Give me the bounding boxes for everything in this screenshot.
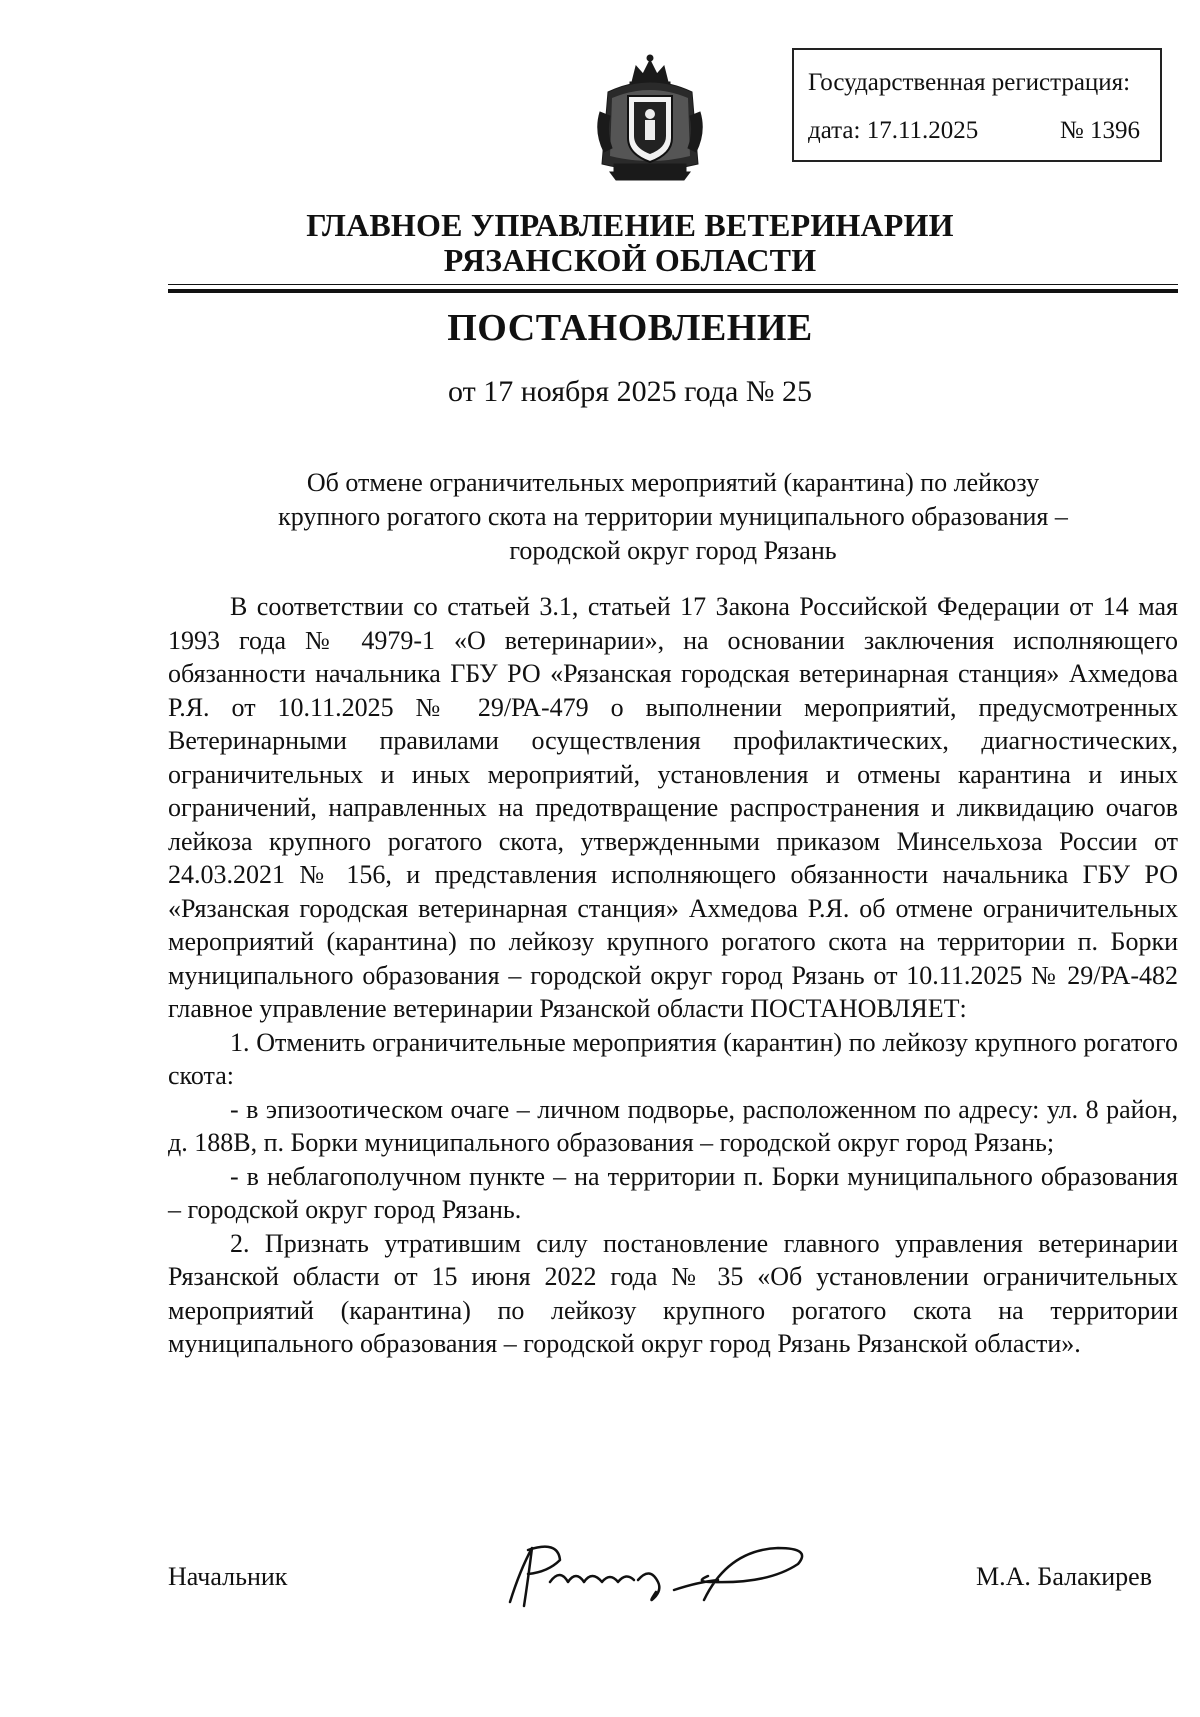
body-paragraph-item-1: 1. Отменить ограничительные мероприятия (карантин) по лейкозу крупного рогатого скота: [168,1027,1178,1090]
coat-of-arms-icon [590,52,710,182]
registration-number: № 1396 [1059,117,1140,144]
document-date-number: от 17 ноября 2025 года № 25 [448,375,812,408]
body-paragraph-item-2: 2. Признать утратившим силу постановление главного управления ветеринарии Рязанской области от 15 июня 2022 года № 35 «Об установлении ограничительных мероприятий (карантина) по лейкозу крупного рогатого скота на территории муниципального образования – городской округ город Рязань Рязанской области». [168,1228,1178,1358]
registration-stamp [792,48,1162,162]
subject-line: Об отмене ограничительных мероприятий (карантина) по лейкозу [306,468,1040,497]
handwritten-signature [498,1530,818,1620]
agency-name-line-1: ГЛАВНОЕ УПРАВЛЕНИЕ ВЕТЕРИНАРИИ [306,207,954,243]
document-subject [168,466,1178,568]
subject-line: городской округ город Рязань [509,536,837,565]
registration-date: дата: 17.11.2025 [808,117,979,144]
body-paragraph-item-1-focus: - в эпизоотическом очаге – личном подворье, расположенном по адресу: ул. 8 район, д. 188В, п. Борки муниципального образования – городской округ город Рязань; [168,1094,1178,1157]
subject-line: крупного рогатого скота на территории муниципального образования – [278,502,1068,531]
header-divider-thin [168,284,1178,285]
document-body [168,590,1178,1361]
header-divider-thick [168,289,1178,293]
registration-title: Государственная регистрация: [808,69,1131,96]
body-paragraph-preamble: В соответствии со статьей 3.1, статьей 17 Закона Российской Федерации от 14 мая 1993 года № 4979-1 «О ветеринарии», на основании заключения исполняющего обязанности начальника ГБУ РО «Рязанская городская ветеринарная станция» Ахмедова Р.Я. от 10.11.2025 № 29/РА-479 о выполнении мероприятий, предусмотренных Ветеринарными правилами осуществления профилактических, диагностических, ограничительных и иных мероприятий, установления и отмены карантина и иных ограничений, направленных на предотвращение распространения и ликвидацию очагов лейкоза крупного рогатого скота, утвержденными приказом Минсельхоза России от 24.03.2021 № 156, и представления исполняющего обязанности начальника ГБУ РО «Рязанская городская ветеринарная станция» Ахмедова Р.Я. об отмене ограничительных мероприятий (карантина) по лейкозу крупного рогатого скота на территории п. Борки муниципального образования – городской округ город Рязань от 10.11.2025 № 29/РА-482 главное управление ветеринарии Рязанской области ПОСТАНОВЛЯЕТ: [168,592,1178,1023]
document-type-title: ПОСТАНОВЛЕНИЕ [447,307,813,349]
signer-name: М.А. Балакирев [976,1562,1152,1591]
signer-position: Начальник [168,1562,288,1591]
agency-name-line-2: РЯЗАНСКОЙ ОБЛАСТИ [443,242,817,278]
body-paragraph-item-1-point: - в неблагополучном пункте – на территории п. Борки муниципального образования – городской округ город Рязань. [168,1161,1178,1224]
